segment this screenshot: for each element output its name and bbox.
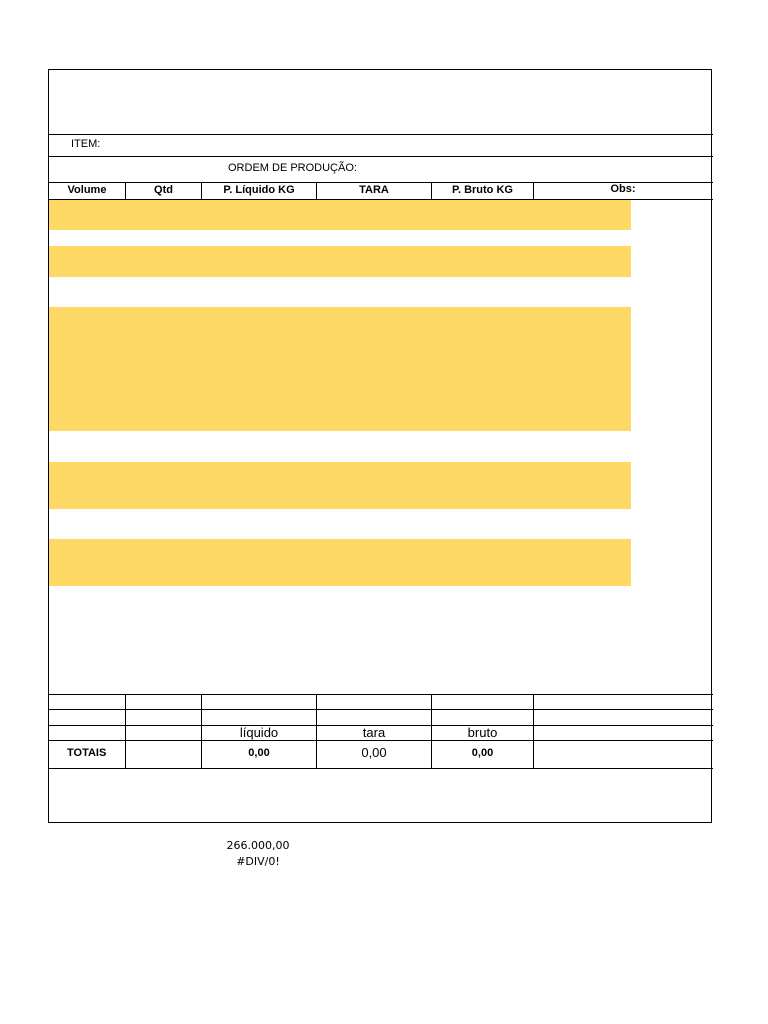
rule-item-top <box>48 134 713 135</box>
rule-item-bottom <box>48 156 713 157</box>
column-header-qtd: Qtd <box>154 184 173 196</box>
column-header-obs: Obs: <box>610 183 636 195</box>
summary-label-bruto: bruto <box>467 725 498 740</box>
column-header-tara: TARA <box>359 184 389 196</box>
highlight-band <box>49 246 631 277</box>
rule-summary-2 <box>48 709 713 710</box>
totals-label: TOTAIS <box>67 747 107 759</box>
total-tara: 0,00 <box>361 745 387 760</box>
highlight-band <box>49 200 631 230</box>
summary-label-liquido: líquido <box>239 725 279 740</box>
summary-divider <box>533 694 534 768</box>
highlight-band <box>49 539 631 586</box>
rule-summary-4 <box>48 740 713 741</box>
total-liquido: 0,00 <box>248 747 270 759</box>
summary-divider <box>125 694 126 768</box>
highlight-band <box>49 462 631 509</box>
rule-summary-1 <box>48 694 713 695</box>
summary-label-tara: tara <box>362 725 386 740</box>
column-header-p-bruto: P. Bruto KG <box>452 184 513 196</box>
below-sheet-value: 266.000,00 <box>226 839 290 852</box>
column-header-p-liquido: P. Líquido KG <box>223 184 295 196</box>
order-label: ORDEM DE PRODUÇÃO: <box>228 162 357 174</box>
column-header-volume: Volume <box>67 184 107 196</box>
below-sheet-error: #DIV/0! <box>236 855 280 868</box>
item-label: ITEM: <box>71 138 101 150</box>
highlight-band <box>49 307 631 431</box>
rule-summary-5 <box>48 768 713 769</box>
total-bruto: 0,00 <box>471 747 494 759</box>
